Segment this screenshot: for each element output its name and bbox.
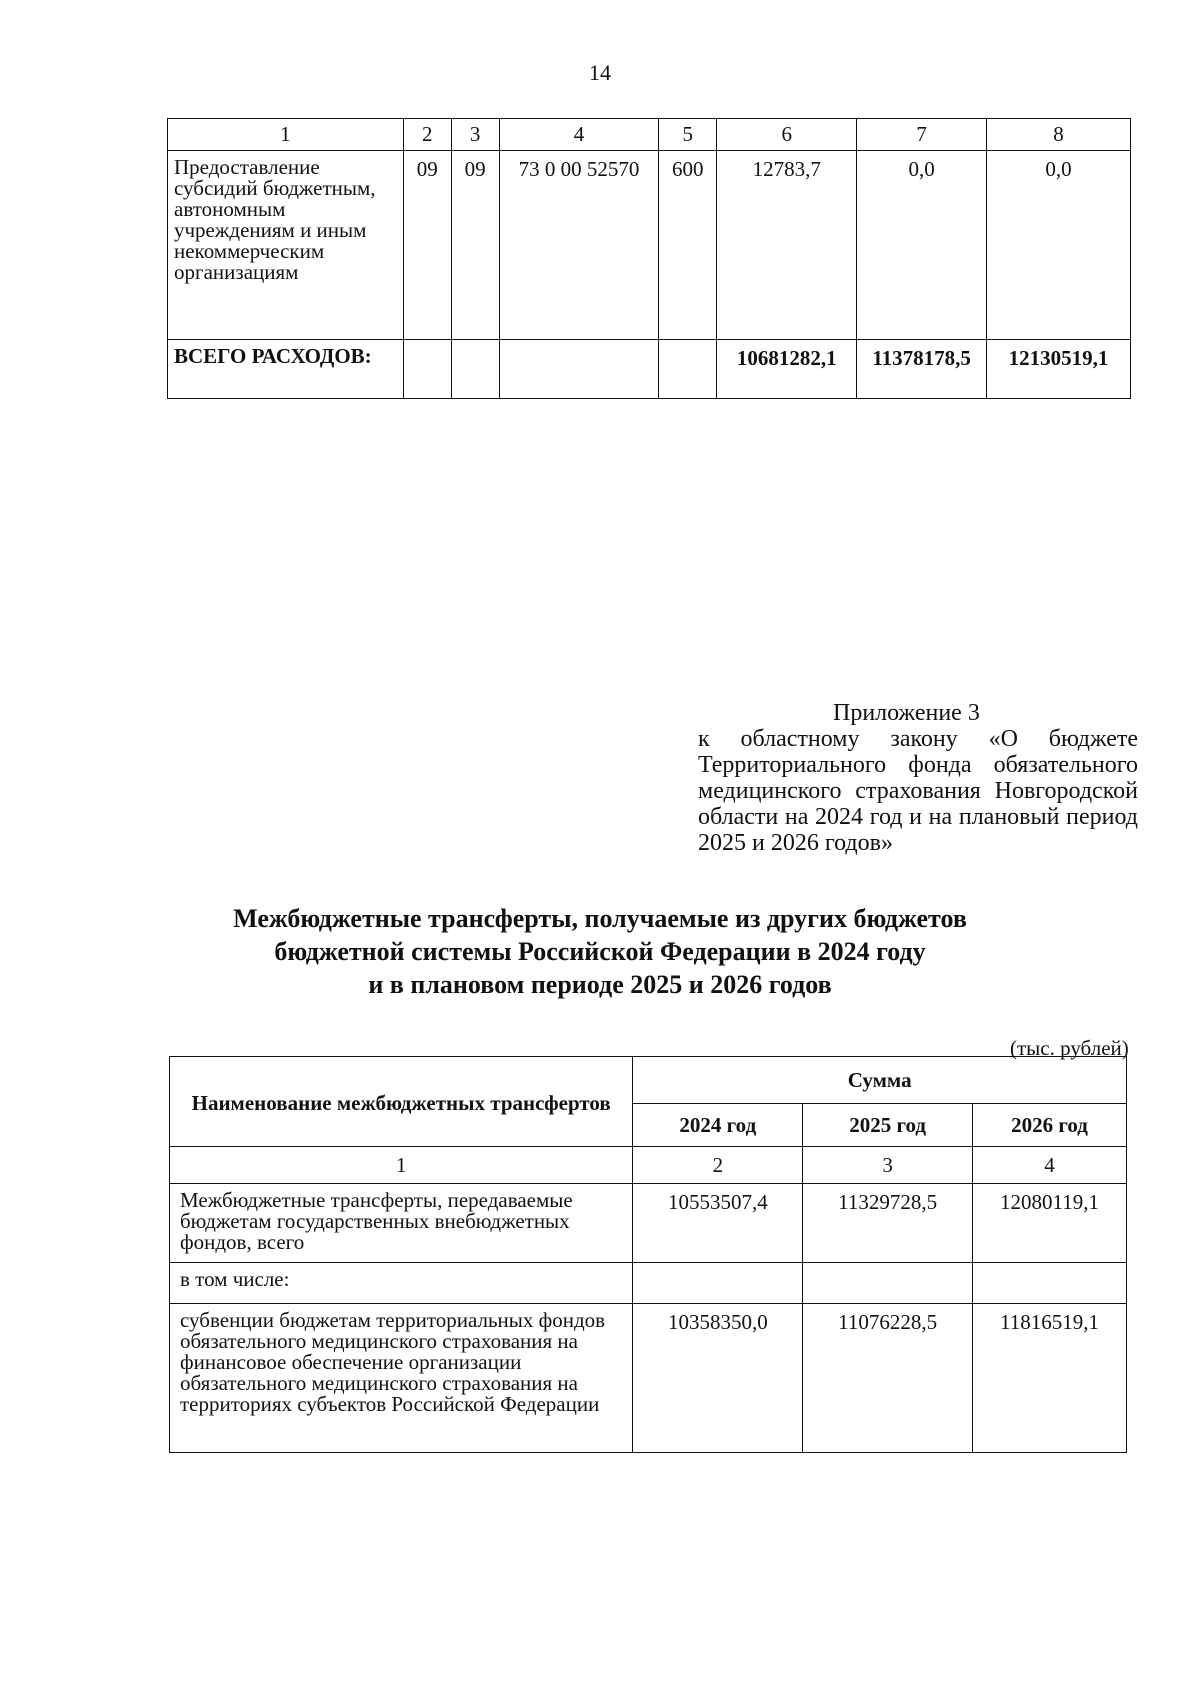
amount-2026 xyxy=(973,1263,1127,1304)
section-code: 09 xyxy=(403,151,451,340)
amount-2024: 12783,7 xyxy=(717,151,857,340)
table-header-row xyxy=(168,119,1131,151)
table-row xyxy=(170,1184,1127,1263)
amount-2025: 11329728,5 xyxy=(803,1184,973,1263)
amount-2025: 11076228,5 xyxy=(803,1304,973,1453)
row-name: Межбюджетные трансферты, передаваемые бюджетам государственных внебюджетных фондов, всего xyxy=(170,1184,633,1263)
subsection-code: 09 xyxy=(451,151,499,340)
appendix-body: к областному закону «О бюджете Территориального фонда обязательного медицинского страхования Новгородской области на 2024 год и на плановый период 2025 и 2026 годов» xyxy=(698,726,1138,856)
column-index: 6 xyxy=(717,119,857,151)
column-index: 1 xyxy=(170,1147,633,1184)
row-name: субвенции бюджетам территориальных фондов обязательного медицинского страхования на финансовое обеспечение организации обязательного медицинского страхования на территориях субъектов Российской Федерации xyxy=(170,1304,633,1453)
document-title xyxy=(0,902,1200,1001)
column-index: 2 xyxy=(403,119,451,151)
appendix-note xyxy=(698,700,1138,856)
expense-type-code: 600 xyxy=(659,151,717,340)
header-sum: Сумма xyxy=(633,1057,1127,1104)
empty-cell xyxy=(451,340,499,399)
transfers-table xyxy=(169,1056,1127,1453)
table-row xyxy=(168,151,1131,340)
total-label: ВСЕГО РАСХОДОВ: xyxy=(168,340,404,399)
total-2025: 11378178,5 xyxy=(857,340,987,399)
column-index: 3 xyxy=(803,1147,973,1184)
title-line: бюджетной системы Российской Федерации в 2024 году xyxy=(274,937,926,966)
empty-cell xyxy=(499,340,659,399)
total-row xyxy=(168,340,1131,399)
total-2024: 10681282,1 xyxy=(717,340,857,399)
column-index: 5 xyxy=(659,119,717,151)
amount-2026: 11816519,1 xyxy=(973,1304,1127,1453)
title-line: и в плановом периоде 2025 и 2026 годов xyxy=(368,970,832,999)
table-row xyxy=(170,1263,1127,1304)
unit-label: (тыс. рублей) xyxy=(1010,1036,1129,1060)
column-index: 8 xyxy=(987,119,1131,151)
amount-2026: 0,0 xyxy=(987,151,1131,340)
empty-cell xyxy=(659,340,717,399)
header-name: Наименование межбюджетных трансфертов xyxy=(170,1057,633,1147)
page-number: 14 xyxy=(589,60,611,85)
appendix-title: Приложение 3 xyxy=(833,700,980,726)
title-line: Межбюджетные трансферты, получаемые из других бюджетов xyxy=(233,904,967,933)
column-index: 4 xyxy=(973,1147,1127,1184)
header-year: 2025 год xyxy=(803,1104,973,1147)
amount-2024: 10553507,4 xyxy=(633,1184,803,1263)
index-row xyxy=(170,1147,1127,1184)
total-2026: 12130519,1 xyxy=(987,340,1131,399)
table-row xyxy=(170,1304,1127,1453)
row-name: в том числе: xyxy=(170,1263,633,1304)
amount-2025 xyxy=(803,1263,973,1304)
amount-2024: 10358350,0 xyxy=(633,1304,803,1453)
column-index: 4 xyxy=(499,119,659,151)
amount-2025: 0,0 xyxy=(857,151,987,340)
column-index: 2 xyxy=(633,1147,803,1184)
target-article-code: 73 0 00 52570 xyxy=(499,151,659,340)
expenses-table xyxy=(167,118,1131,399)
table-header-row xyxy=(170,1057,1127,1104)
row-name: Предоставление субсидий бюджетным, автономным учреждениям и иным некоммерческим организациям xyxy=(168,151,404,340)
column-index: 3 xyxy=(451,119,499,151)
header-year: 2024 год xyxy=(633,1104,803,1147)
amount-2024 xyxy=(633,1263,803,1304)
column-index: 7 xyxy=(857,119,987,151)
header-year: 2026 год xyxy=(973,1104,1127,1147)
amount-2026: 12080119,1 xyxy=(973,1184,1127,1263)
empty-cell xyxy=(403,340,451,399)
column-index: 1 xyxy=(168,119,404,151)
